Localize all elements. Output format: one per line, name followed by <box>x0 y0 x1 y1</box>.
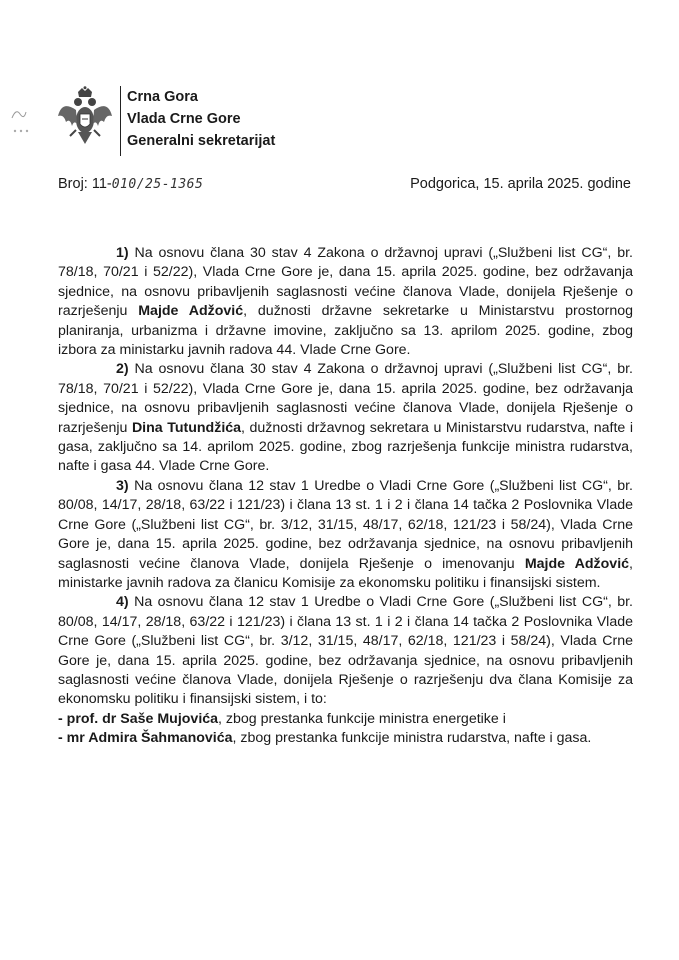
paragraph-2: 2) Na osnovu člana 30 stav 4 Zakona o državnoj upravi („Službeni list CG“, br. 78/18, 70/21 i 52/22), Vlada Crne Gore je, dana 15. aprila 2025. godine, bez održavanja sjednice, na osnovu pribavljenih saglasnosti većine članova Vlade, donijela Rješenje o razrješenju Dina Tutundžića, dužnosti državnog sekretara u Ministarstvu rudarstva, nafte i gasa, zaključno sa 14. aprilom 2025. godine, zbog razrješenja funkcije ministra rudarstva, nafte i gasa 44. Vlade Crne Gore. <box>58 361 633 475</box>
document-body <box>58 244 633 749</box>
item-number: 4) <box>116 594 129 611</box>
reference-handwritten: 010/25-1365 <box>111 177 204 192</box>
paragraph-3: 3) Na osnovu člana 12 stav 1 Uredbe o Vladi Crne Gore („Službeni list CG“, br. 80/08, 14/17, 28/18, 63/22 i 121/23) i člana 13 st. 1 i 2 i člana 14 tačka 2 Poslovnika Vlade Crne Gore („Službeni list CG“, br. 3/12, 31/15, 48/17, 62/18, 121/23 i 58/24), Vlada Crne Gore je, dana 15. aprila 2025. godine, bez održavanja sjednice, na osnovu pribavljenih saglasnosti većine članova Vlade, donijela Rješenje o imenovanju Majde Adžović, ministarke javnih radova za članicu Komisije za ekonomsku politiku i finansijski sistem. <box>58 477 633 591</box>
person-name: Majde Adžović <box>524 555 630 572</box>
paragraph-4: 4) Na osnovu člana 12 stav 1 Uredbe o Vladi Crne Gore („Službeni list CG“, br. 80/08, 14/17, 28/18, 63/22 i 121/23) i člana 13 st. 1 i 2 i člana 14 tačka 2 Poslovnika Vlade Crne Gore („Službeni list CG“, br. 3/12, 31/15, 48/17, 62/18, 121/23 i 58/24), Vlada Crne Gore je, dana 15. aprila 2025. godine, bez održavanja sjednice, na osnovu pribavljenih saglasnosti većine članova Vlade, donijela Rješenje o razrješenju dva člana Komisije za ekonomsku politiku i finansijski sistem, i to: <box>58 594 633 708</box>
person-name: Dina Tutundžića <box>131 419 242 436</box>
person-name: mr Admira Šahmanovića <box>66 730 233 747</box>
item-number: 1) <box>116 245 129 261</box>
country-name: Crna Gora <box>127 89 198 105</box>
issuer-block <box>127 86 275 152</box>
header-divider <box>120 86 121 156</box>
reference-label: Broj: 11- <box>58 176 112 192</box>
secretariat-name: Generalni sekretarijat <box>127 133 276 149</box>
government-name: Vlada Crne Gore <box>127 111 241 127</box>
item-number: 2) <box>116 361 129 378</box>
person-name: Majde Adžović <box>138 303 244 320</box>
coat-of-arms-icon <box>56 86 114 150</box>
margin-scribble <box>8 104 28 124</box>
list-item: - prof. dr Saše Mujovića, zbog prestanka funkcije ministra energetike i <box>58 710 506 727</box>
paragraph-1: 1) Na osnovu člana 30 stav 4 Zakona o državnoj upravi („Službeni list CG“, br. 78/18, 70/21 i 52/22), Vlada Crne Gore je, dana 15. aprila 2025. godine, bez održavanja sjednice, na osnovu pribavljenih saglasnosti većine članova Vlade, donijela Rješenje o razrješenju Majde Adžović, dužnosti državne sekretarke u Ministarstvu prostornog planiranja, urbanizma i državne imovine, zaključno sa 13. aprilom 2025. godine, zbog izbora za ministarku javnih radova 44. Vlade Crne Gore. <box>58 245 633 359</box>
person-name: prof. dr Saše Mujovića <box>66 710 219 727</box>
reference-number <box>58 176 203 192</box>
item-number: 3) <box>116 477 129 494</box>
list-item: - mr Admira Šahmanovića, zbog prestanka funkcije ministra rudarstva, nafte i gasa. <box>58 730 592 747</box>
margin-dots <box>12 128 30 134</box>
document-date: Podgorica, 15. aprila 2025. godine <box>410 176 631 192</box>
